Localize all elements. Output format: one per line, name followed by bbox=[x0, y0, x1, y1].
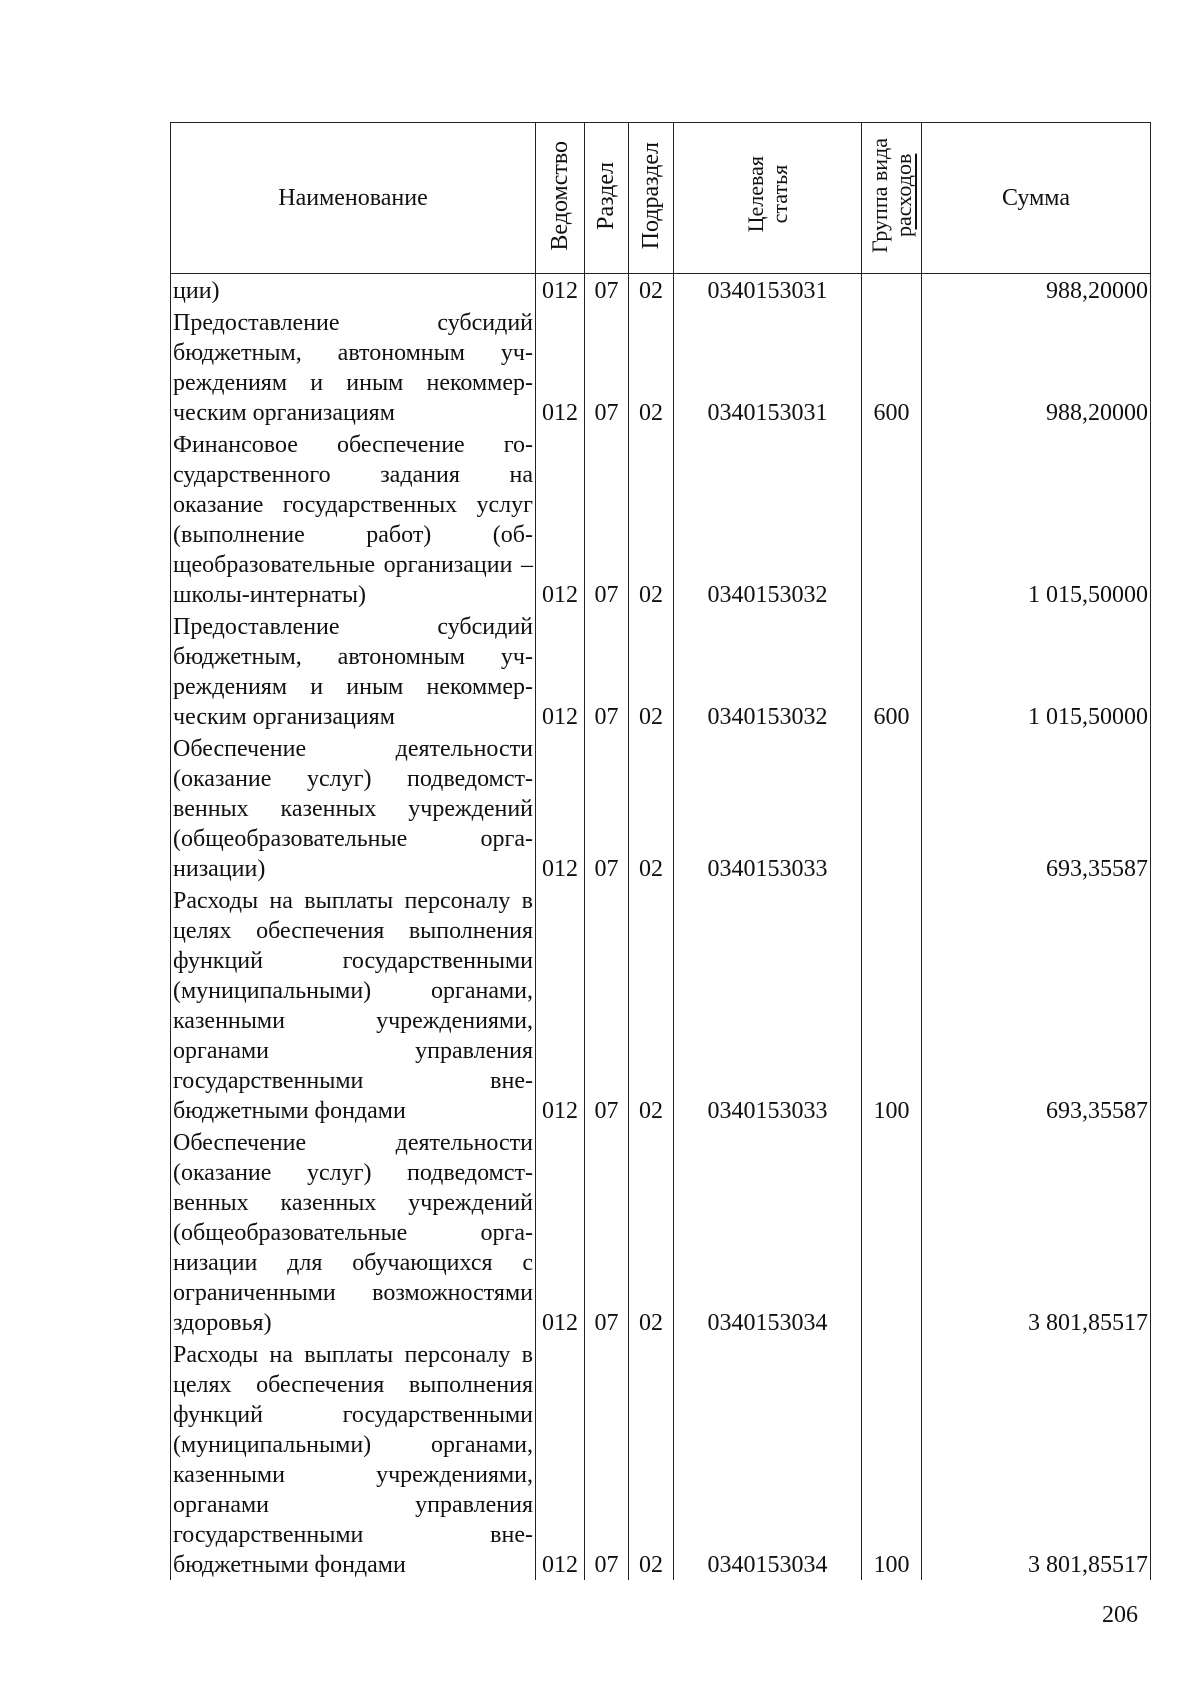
row-summa: 693,35587 bbox=[922, 884, 1151, 1126]
table-row bbox=[171, 884, 1151, 1126]
row-name: Расходы на выплаты персоналу в целях обеспечения выполнения функций государственными (муниципальными) органами, казенными учреждениями, органами управления государственными внебюджетными фондами bbox=[171, 1338, 536, 1580]
table-row bbox=[171, 610, 1151, 732]
row-name: Предоставление субсидий бюджетным, автономным учреждениям и иным некоммерческим организациям bbox=[171, 306, 536, 428]
header-podrazdel-label: Подраздел bbox=[637, 141, 664, 250]
row-name: ции) bbox=[171, 274, 536, 307]
row-summa: 988,20000 bbox=[922, 306, 1151, 428]
header-celevaya-line2: статья bbox=[766, 164, 792, 224]
row-vedomstvo: 012 bbox=[536, 610, 585, 732]
row-podrazdel: 02 bbox=[629, 610, 674, 732]
table-row bbox=[171, 428, 1151, 610]
table-header-row bbox=[171, 123, 1151, 274]
row-vedomstvo: 012 bbox=[536, 884, 585, 1126]
table-row bbox=[171, 274, 1151, 307]
row-celevaya-statya: 0340153033 bbox=[674, 732, 862, 884]
budget-table-page bbox=[170, 122, 1150, 1580]
row-vedomstvo: 012 bbox=[536, 274, 585, 307]
row-name: Расходы на выплаты персоналу в целях обеспечения выполнения функций государственными (муниципальными) органами, казенными учреждениями, органами управления государственными внебюджетными фондами bbox=[171, 884, 536, 1126]
row-vedomstvo: 012 bbox=[536, 1338, 585, 1580]
row-gruppa-vida: 100 bbox=[862, 1338, 922, 1580]
row-celevaya-statya: 0340153032 bbox=[674, 610, 862, 732]
header-podrazdel bbox=[629, 123, 674, 274]
row-podrazdel: 02 bbox=[629, 732, 674, 884]
row-vedomstvo: 012 bbox=[536, 306, 585, 428]
header-vedomstvo bbox=[536, 123, 585, 274]
row-vedomstvo: 012 bbox=[536, 732, 585, 884]
row-name: Обеспечение деятельности (оказание услуг) подведомственных казенных учреждений (общеобразовательные организации) bbox=[171, 732, 536, 884]
header-razdel bbox=[585, 123, 629, 274]
row-celevaya-statya: 0340153032 bbox=[674, 428, 862, 610]
row-vedomstvo: 012 bbox=[536, 428, 585, 610]
row-razdel: 07 bbox=[585, 732, 629, 884]
header-gruppa-line1: Группа вида bbox=[866, 138, 892, 253]
header-celevaya-label bbox=[744, 156, 792, 232]
row-summa: 1 015,50000 bbox=[922, 428, 1151, 610]
table-row bbox=[171, 306, 1151, 428]
header-vedomstvo-label: Ведомство bbox=[546, 140, 573, 251]
row-podrazdel: 02 bbox=[629, 274, 674, 307]
row-vedomstvo: 012 bbox=[536, 1126, 585, 1338]
row-gruppa-vida bbox=[862, 732, 922, 884]
row-celevaya-statya: 0340153034 bbox=[674, 1126, 862, 1338]
row-summa: 3 801,85517 bbox=[922, 1338, 1151, 1580]
header-razdel-label: Раздел bbox=[593, 161, 619, 230]
header-gruppa-vida bbox=[862, 123, 922, 274]
row-gruppa-vida bbox=[862, 428, 922, 610]
table-row bbox=[171, 1338, 1151, 1580]
page-number: 206 bbox=[1102, 1602, 1138, 1628]
table-row bbox=[171, 1126, 1151, 1338]
row-summa: 3 801,85517 bbox=[922, 1126, 1151, 1338]
row-podrazdel: 02 bbox=[629, 1338, 674, 1580]
row-celevaya-statya: 0340153034 bbox=[674, 1338, 862, 1580]
row-celevaya-statya: 0340153031 bbox=[674, 274, 862, 307]
header-celevaya-statya bbox=[674, 123, 862, 274]
row-summa: 693,35587 bbox=[922, 732, 1151, 884]
row-podrazdel: 02 bbox=[629, 1126, 674, 1338]
row-gruppa-vida: 100 bbox=[862, 884, 922, 1126]
row-celevaya-statya: 0340153031 bbox=[674, 306, 862, 428]
row-razdel: 07 bbox=[585, 610, 629, 732]
row-podrazdel: 02 bbox=[629, 306, 674, 428]
table-row bbox=[171, 732, 1151, 884]
row-gruppa-vida bbox=[862, 274, 922, 307]
row-name: Финансовое обеспечение государственного задания на оказание государственных услуг (выполнение работ) (общеобразовательные организации – школы-интернаты) bbox=[171, 428, 536, 610]
header-celevaya-line1: Целевая bbox=[742, 155, 768, 233]
row-razdel: 07 bbox=[585, 884, 629, 1126]
row-name: Обеспечение деятельности (оказание услуг) подведомственных казенных учреждений (общеобразовательные организации для обучающихся с ограниченными возможностями здоровья) bbox=[171, 1126, 536, 1338]
row-summa: 1 015,50000 bbox=[922, 610, 1151, 732]
row-razdel: 07 bbox=[585, 1338, 629, 1580]
row-gruppa-vida: 600 bbox=[862, 306, 922, 428]
row-summa: 988,20000 bbox=[922, 274, 1151, 307]
header-summa: Сумма bbox=[922, 123, 1151, 274]
header-name: Наименование bbox=[171, 123, 536, 274]
row-podrazdel: 02 bbox=[629, 884, 674, 1126]
row-razdel: 07 bbox=[585, 428, 629, 610]
row-razdel: 07 bbox=[585, 306, 629, 428]
header-gruppa-line2: расходов bbox=[890, 153, 916, 238]
row-gruppa-vida: 600 bbox=[862, 610, 922, 732]
row-razdel: 07 bbox=[585, 1126, 629, 1338]
row-podrazdel: 02 bbox=[629, 428, 674, 610]
row-razdel: 07 bbox=[585, 274, 629, 307]
row-gruppa-vida bbox=[862, 1126, 922, 1338]
row-name: Предоставление субсидий бюджетным, автономным учреждениям и иным некоммерческим организациям bbox=[171, 610, 536, 732]
header-gruppa-label bbox=[868, 138, 916, 253]
row-celevaya-statya: 0340153033 bbox=[674, 884, 862, 1126]
budget-table bbox=[170, 122, 1151, 1580]
